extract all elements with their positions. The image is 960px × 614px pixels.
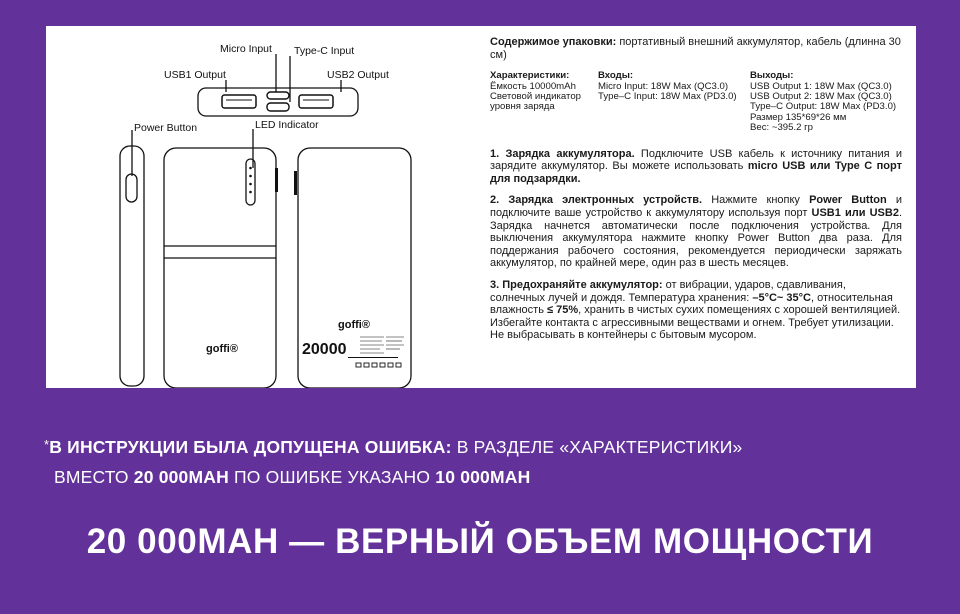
spec-line: Micro Input: 18W Max (QC3.0) (598, 80, 729, 92)
step-3-bold: –5°C~ 35°C (752, 291, 811, 304)
micro-input-label: Micro Input (220, 43, 272, 55)
errata-bold: В ИНСТРУКЦИИ БЫЛА ДОПУЩЕНА ОШИБКА: (49, 437, 452, 457)
step-2-text: Нажмите кнопку (702, 194, 810, 207)
spec-line: Вес: ~395.2 гр (750, 122, 813, 134)
spec-line: Размер 135*69*26 мм (750, 111, 847, 123)
step-3-text: от вибрации, ударов, сдавливания, солнечных лучей и дождя. Температура хранения: (490, 278, 846, 304)
spec-col3-title: Выходы: (750, 70, 794, 82)
spec-line: Type–C Output: 18W Max (PD3.0) (750, 101, 897, 113)
contents-title: Содержимое упаковки: (490, 36, 617, 48)
specs-characteristics (490, 71, 598, 133)
errata-line-2 (44, 462, 924, 492)
errata-bold: 10 000МАН (435, 467, 531, 487)
errata-bold: 20 000МАН (133, 467, 229, 487)
instruction-card (46, 26, 916, 388)
spec-line: Световой индикатор (490, 91, 582, 102)
spec-line: Type–C Input: 18W Max (PD3.0) (598, 91, 737, 102)
instruction-step-1 (490, 148, 902, 186)
product-diagram (46, 26, 486, 388)
headline: 20 000МАН — ВЕРНЫЙ ОБЪЕМ МОЩНОСТИ (86, 522, 874, 561)
step-1-text: Подключите USB кабель к источнику питания и зарядите аккумулятор. Вы можете использовать (490, 147, 902, 173)
spec-col2-title: Входы: (598, 70, 634, 82)
asterisk: * (44, 437, 50, 452)
usb2-output-label: USB2 Output (327, 69, 389, 81)
step-1-title: 1. Зарядка аккумулятора. (490, 147, 635, 160)
diagram-drawing (46, 26, 486, 388)
front-brand-logo: goffi® (206, 343, 238, 355)
step-2-text: и подключите ваше устройство к аккумулятору используя порт (490, 194, 902, 219)
errata-text: ПО ОШИБКЕ УКАЗАНО (228, 467, 436, 487)
spec-col1-title: Характеристики: (490, 70, 570, 82)
power-button-shape (126, 174, 137, 202)
instruction-step-3 (490, 279, 902, 342)
spec-line: USB Output 2: 18W Max (QC3.0) (750, 91, 892, 102)
step-1-bold: micro USB или Type C порт для подзарядки. (490, 160, 902, 185)
specs-table (490, 71, 902, 133)
errata-text: В РАЗДЕЛЕ «ХАРАКТЕРИСТИКИ» (451, 437, 743, 457)
specs-inputs (598, 71, 750, 133)
type-c-input-label: Type-C Input (294, 45, 355, 57)
step-2-bold: USB1 или USB2 (811, 207, 899, 219)
errata-line-1 (44, 432, 924, 462)
contents-text: портативный внешний аккумулятор, кабель (длинна 30 см) (490, 36, 901, 61)
errata-note (44, 432, 924, 492)
instructions-text (490, 36, 902, 351)
step-2-title: 2. Зарядка электронных устройств. (490, 194, 703, 207)
back-brand-logo: goffi® (338, 319, 370, 331)
instruction-step-2 (490, 194, 902, 270)
step-2-text: . Зарядка начнется автоматически после подключения устройства. Для выключения аккумулятора нажмите кнопку Power Button два раза. Для поддержания рабочего состояния, рекомендуется периодически заряжать аккумулятор, по крайней мере, один раз в шесть месяцев. (490, 207, 902, 270)
step-3-title: 3. Предохраняйте аккумулятор: (490, 278, 663, 291)
spec-line: Ёмкость 10000mAh (490, 80, 576, 92)
spec-line: уровня заряда (490, 101, 555, 113)
spec-line: USB Output 1: 18W Max (QC3.0) (750, 80, 892, 92)
step-3-text: , хранить в чистых сухих помещениях с хорошей вентиляцией. Избегайте контакта с агрессивными веществами и огнем. Требует утилизации. Не выбрасывать в контейнеры с бытовым мусором. (490, 304, 901, 342)
side-view-outline (120, 146, 144, 386)
power-button-label: Power Button (134, 122, 198, 134)
step-3-text: , относительная влажность (490, 291, 893, 317)
errata-text: ВМЕСТО (54, 467, 134, 487)
package-contents (490, 36, 902, 61)
specs-outputs (750, 71, 902, 133)
usb1-output-label: USB1 Output (164, 69, 226, 81)
capacity-mark: 20000 (302, 341, 347, 358)
step-3-bold: ≤ 75% (547, 304, 579, 317)
step-2-bold: Power Button (809, 194, 887, 207)
led-indicator-label: LED Indicator (255, 119, 319, 131)
